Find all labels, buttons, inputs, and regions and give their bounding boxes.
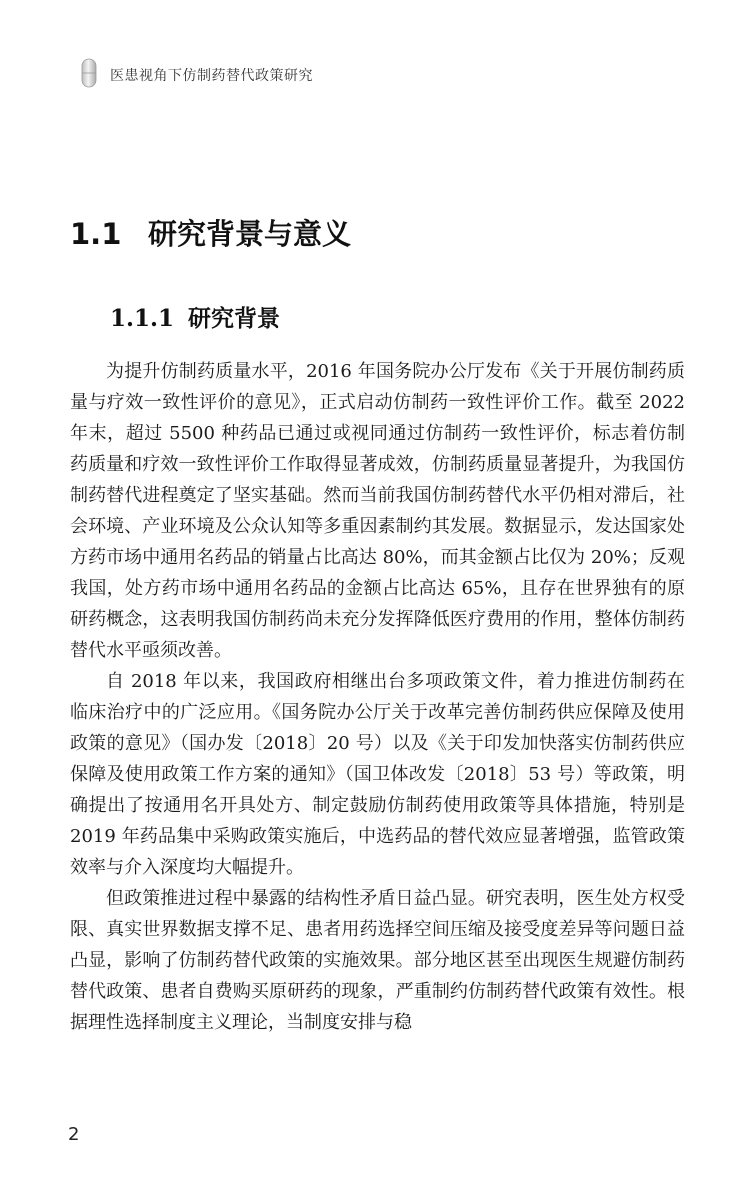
capsule-icon — [80, 58, 98, 88]
section-title: 研究背景与意义 — [148, 217, 352, 251]
page-number: 2 — [68, 1124, 80, 1145]
running-title: 医患视角下仿制药替代政策研究 — [110, 68, 313, 84]
paragraph: 但政策推进过程中暴露的结构性矛盾日益凸显。研究表明，医生处方权受限、真实世界数据支撑不足、患者用药选择空间压缩及接受度差异等问题日益凸显，影响了仿制药替代政策的实施效果。部分地区甚至出现医生规避仿制药替代政策、患者自费购买原研药的现象，严重制约仿制药替代政策有效性。根据理性选择制度主义理论，当制度安排与稳 — [70, 888, 685, 1033]
section-number: 1.1 — [70, 217, 122, 251]
subsection-number: 1.1.1 — [110, 305, 175, 332]
paragraph: 自 2018 年以来，我国政府相继出台多项政策文件，着力推进仿制药在临床治疗中的广泛应用。《国务院办公厅关于改革完善仿制药供应保障及使用政策的意见》（国办发〔2018〕20 号）以及《关于印发加快落实仿制药供应保障及使用政策工作方案的通知》（国卫体改发〔2018〕53 号）等政策，明确提出了按通用名开具处方、制定鼓励仿制药使用政策等具体措施，特别是 2019 年药品集中采购政策实施后，中选药品的替代效应显著增强，监管政策效率与介入深度均大幅提升。 — [70, 671, 685, 878]
section-heading — [70, 212, 351, 253]
body-text — [70, 356, 685, 1038]
subsection-title: 研究背景 — [188, 305, 280, 332]
paragraph: 为提升仿制药质量水平，2016 年国务院办公厅发布《关于开展仿制药质量与疗效一致性评价的意见》，正式启动仿制药一致性评价工作。截至 2022 年末，超过 5500 种药品已通过或视同通过仿制药一致性评价，标志着仿制药质量和疗效一致性评价工作取得显著成效，仿制药质量显著提升，为我国仿制药替代进程奠定了坚实基础。然而当前我国仿制药替代水平仍相对滞后，社会环境、产业环境及公众认知等多重因素制约其发展。数据显示，发达国家处方药市场中通用名药品的销量占比高达 80%，而其金额占比仅为 20%；反观我国，处方药市场中通用名药品的金额占比高达 65%，且存在世界独有的原研药概念，这表明我国仿制药尚未充分发挥降低医疗费用的作用，整体仿制药替代水平亟须改善。 — [70, 361, 685, 661]
subsection-heading — [110, 300, 280, 333]
